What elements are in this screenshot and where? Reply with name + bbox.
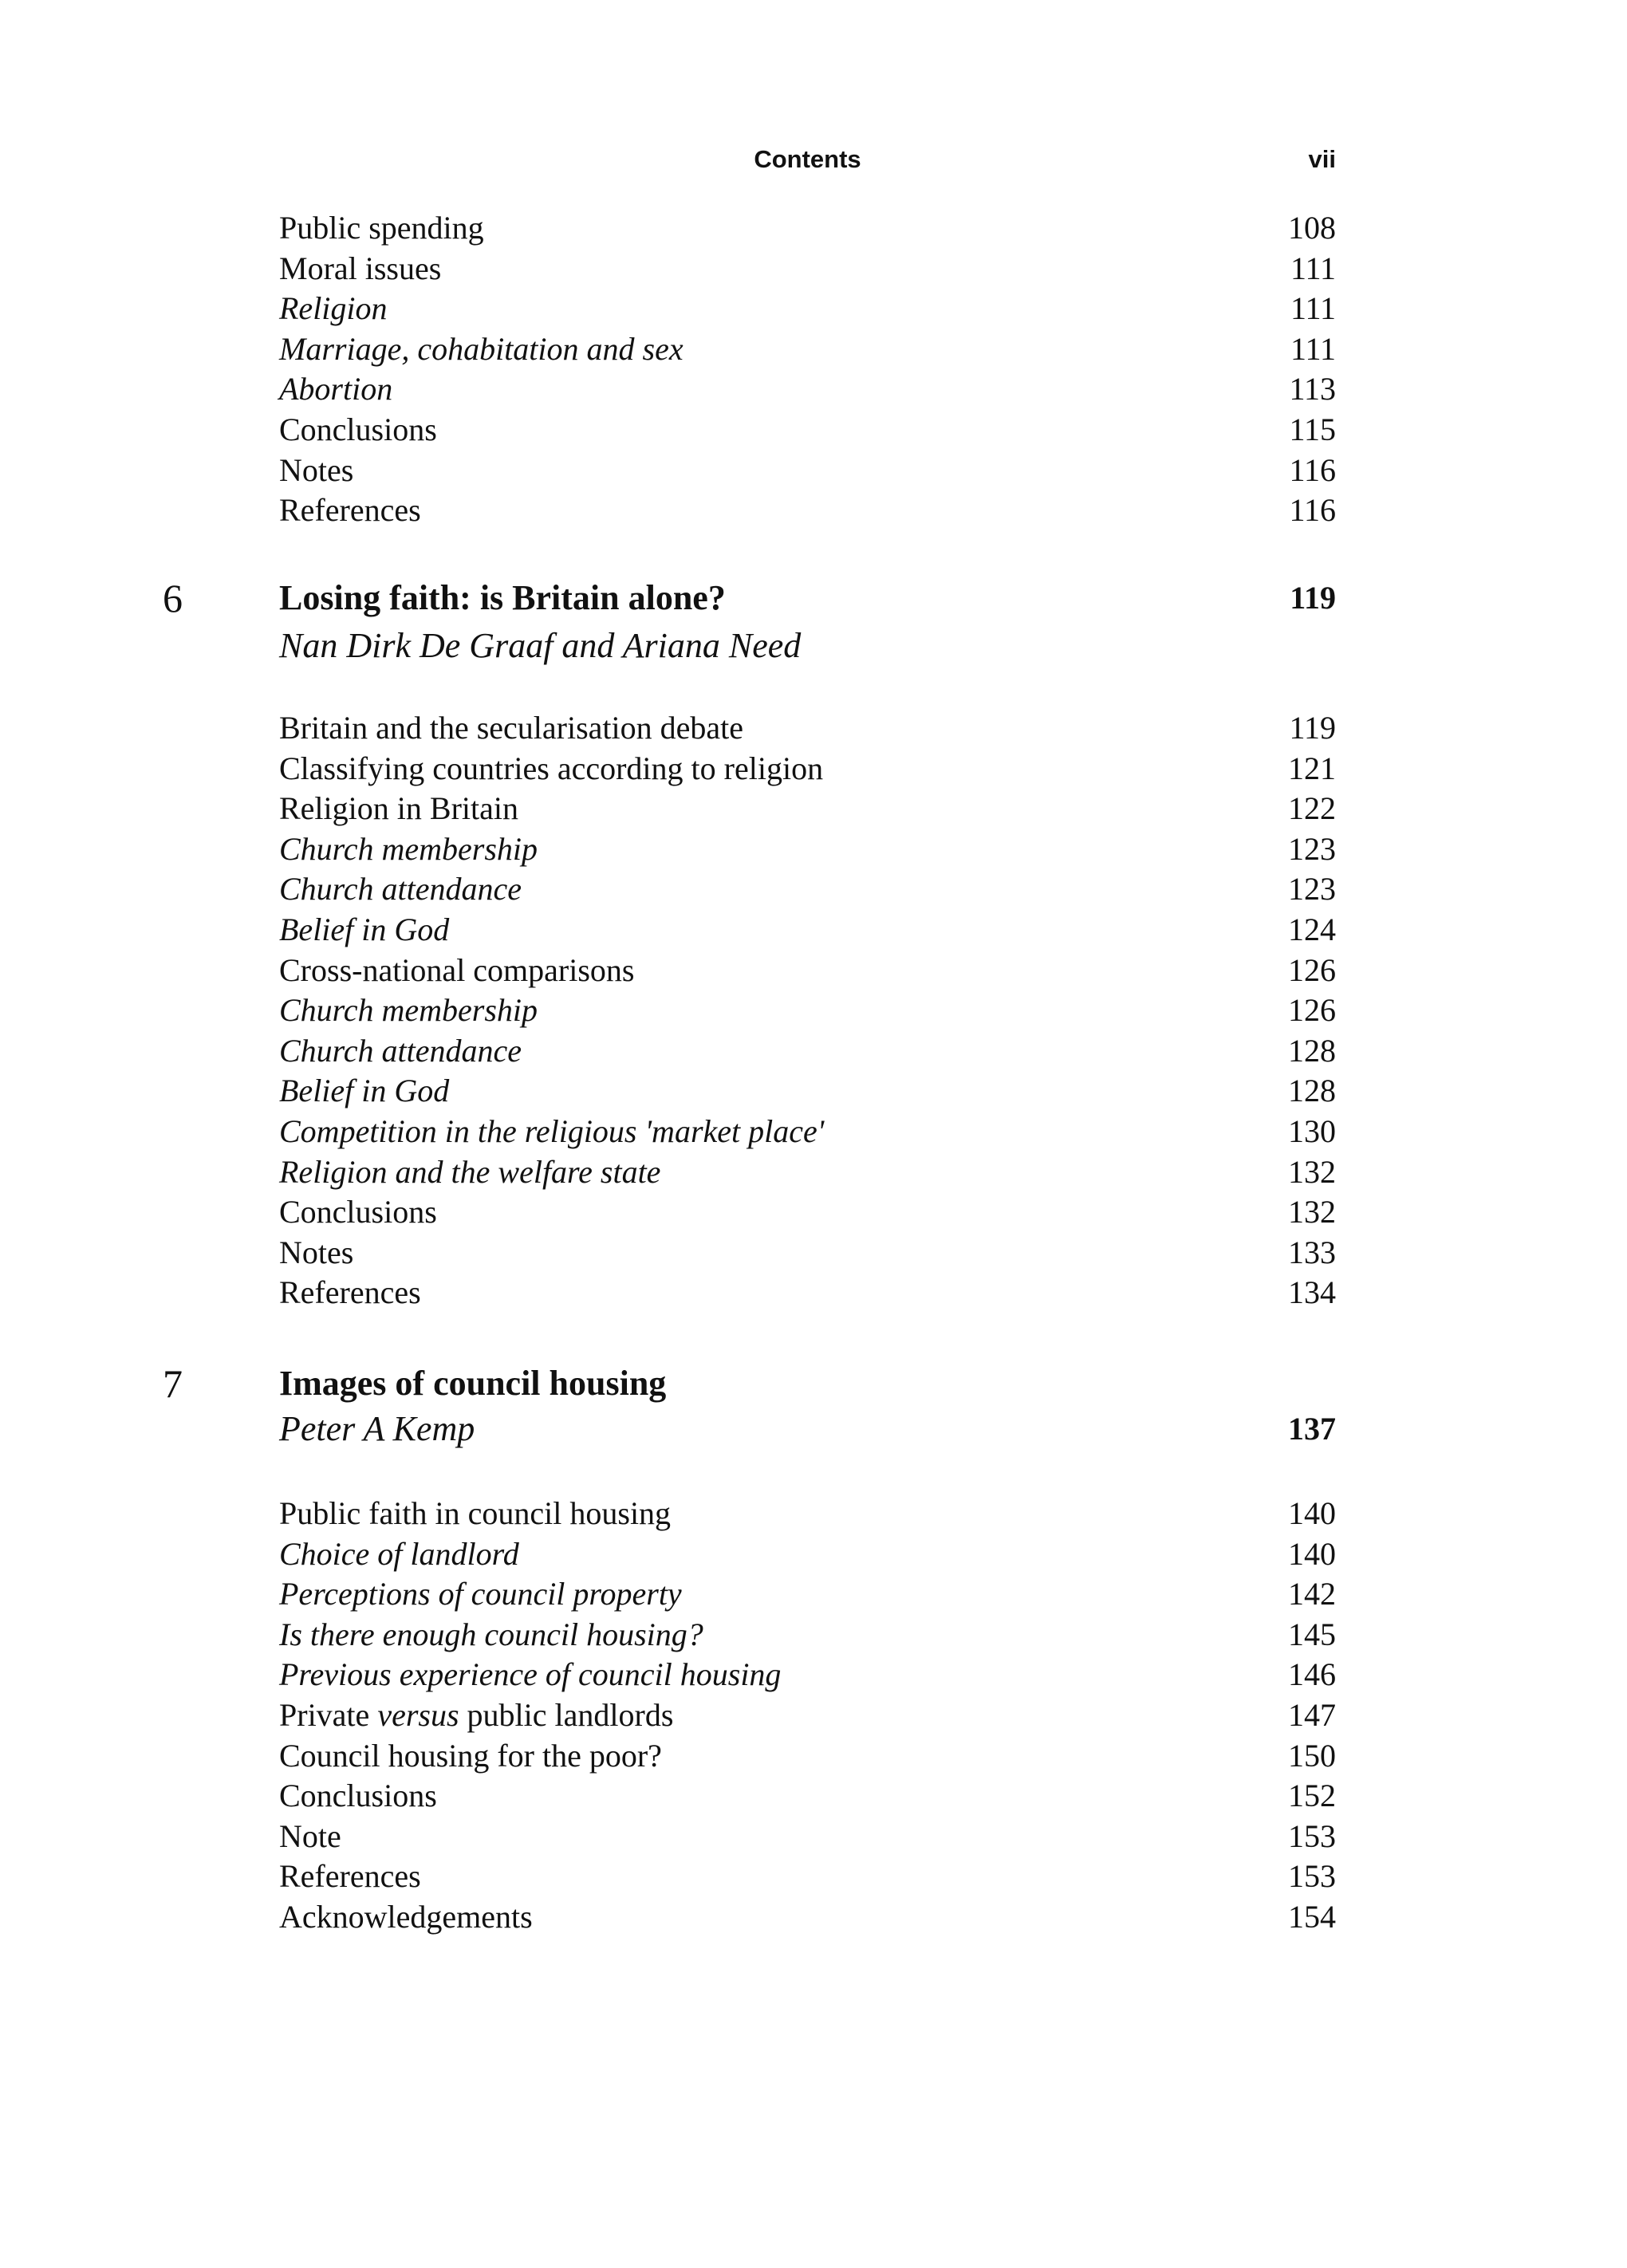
toc-entry-page: 150 — [1288, 1737, 1336, 1774]
toc-entry-title: Church attendance — [279, 1032, 522, 1069]
toc-entry-title: Church membership — [279, 992, 538, 1029]
toc-entry-title: Competition in the religious 'market place' — [279, 1112, 825, 1149]
toc-entry-page: 119 — [1289, 710, 1336, 746]
toc-entry-page: 128 — [1288, 1073, 1336, 1109]
toc-entry[interactable] — [279, 1112, 1336, 1152]
toc-entry-title: Church attendance — [279, 871, 522, 908]
toc-entry-title: Notes — [279, 1234, 354, 1270]
toc-entry-title: Marriage, cohabitation and sex — [279, 330, 683, 367]
toc-entry[interactable] — [279, 1192, 1336, 1233]
toc-entry-page: 108 — [1288, 210, 1336, 246]
toc-entry[interactable] — [279, 1655, 1336, 1695]
toc-entry[interactable] — [279, 1736, 1336, 1777]
toc-entry[interactable] — [279, 910, 1336, 951]
toc-entry[interactable] — [279, 789, 1336, 829]
toc-entry[interactable] — [279, 1071, 1336, 1112]
toc-entry[interactable] — [279, 1031, 1336, 1072]
toc-entry-page: 123 — [1288, 830, 1336, 867]
toc-entry-page: 132 — [1288, 1153, 1336, 1190]
toc-entry-title: Belief in God — [279, 1073, 450, 1109]
toc-entry-page: 123 — [1288, 871, 1336, 908]
toc-entry[interactable] — [279, 1817, 1336, 1857]
toc-entry-page: 146 — [1288, 1656, 1336, 1693]
chapter-number: 6 — [163, 576, 183, 620]
toc-entry-page: 142 — [1288, 1576, 1336, 1612]
toc-entry[interactable] — [279, 749, 1336, 789]
toc-entry-page: 111 — [1290, 330, 1336, 367]
toc-entry-title: Council housing for the poor? — [279, 1737, 662, 1774]
toc-entry[interactable] — [279, 289, 1336, 329]
toc-entry[interactable] — [279, 1615, 1336, 1656]
toc-entry-page: 122 — [1288, 790, 1336, 827]
toc-entry[interactable] — [279, 1233, 1336, 1274]
toc-entry-page: 124 — [1288, 911, 1336, 947]
toc-entry-title: Notes — [279, 451, 354, 488]
toc-entry-title: References — [279, 1858, 421, 1895]
toc-entry-page: 152 — [1288, 1778, 1336, 1814]
toc-entry[interactable] — [279, 1534, 1336, 1575]
running-head — [279, 145, 1336, 185]
running-head-title: Contents — [754, 145, 861, 173]
toc-entry-page: 145 — [1288, 1616, 1336, 1652]
toc-entry-page: 134 — [1288, 1274, 1336, 1311]
toc-entry[interactable] — [279, 1897, 1336, 1938]
chapter-6-sections — [279, 708, 1336, 1313]
toc-entry-page: 140 — [1288, 1495, 1336, 1531]
toc-entry-page: 116 — [1289, 492, 1336, 529]
toc-entry-page: 133 — [1288, 1234, 1336, 1270]
toc-list-continued — [279, 208, 1336, 531]
toc-entry-page: 147 — [1288, 1696, 1336, 1733]
toc-entry-title: Cross-national comparisons — [279, 951, 635, 988]
toc-entry-title: Previous experience of council housing — [279, 1656, 782, 1693]
toc-entry[interactable] — [279, 490, 1336, 531]
toc-entry-title: Choice of landlord — [279, 1535, 519, 1572]
toc-entry-title: Conclusions — [279, 1194, 437, 1230]
chapter-title[interactable]: Losing faith: is Britain alone? — [279, 578, 726, 617]
toc-entry-page: 153 — [1288, 1817, 1336, 1854]
toc-entry-title: Belief in God — [279, 911, 450, 947]
toc-entry-title: Britain and the secularisation debate — [279, 710, 744, 746]
toc-entry-page: 153 — [1288, 1858, 1336, 1895]
toc-entry-title: Conclusions — [279, 411, 437, 447]
chapter-number: 7 — [163, 1361, 183, 1406]
toc-entry-page: 132 — [1288, 1194, 1336, 1230]
toc-entry-title: References — [279, 492, 421, 529]
toc-entry[interactable] — [279, 1695, 1336, 1736]
toc-entry-page: 121 — [1288, 750, 1336, 786]
chapter-page[interactable]: 119 — [1290, 580, 1336, 616]
toc-entry[interactable] — [279, 249, 1336, 289]
chapter-7-sections — [279, 1494, 1336, 1938]
toc-entry[interactable] — [279, 208, 1336, 249]
toc-entry-title: Perceptions of council property — [279, 1576, 682, 1612]
toc-entry-page: 126 — [1288, 992, 1336, 1029]
toc-entry-page: 154 — [1288, 1898, 1336, 1935]
toc-entry[interactable] — [279, 869, 1336, 910]
toc-entry-title: Religion — [279, 290, 388, 327]
toc-entry-title: Abortion — [279, 371, 393, 408]
toc-entry[interactable] — [279, 410, 1336, 451]
toc-entry[interactable] — [279, 829, 1336, 870]
toc-entry-page: 126 — [1288, 951, 1336, 988]
toc-entry-title: Conclusions — [279, 1778, 437, 1814]
toc-entry-title: Private versus public landlords — [279, 1696, 674, 1733]
toc-entry-title: Moral issues — [279, 250, 442, 286]
chapter-page[interactable]: 137 — [1288, 1411, 1336, 1447]
toc-entry-page: 140 — [1288, 1535, 1336, 1572]
toc-entry-title: Classifying countries according to religion — [279, 750, 824, 786]
toc-entry-title: Acknowledgements — [279, 1898, 533, 1935]
toc-entry-title: Church membership — [279, 830, 538, 867]
toc-entry[interactable] — [279, 1857, 1336, 1897]
toc-entry-title: References — [279, 1274, 421, 1311]
toc-entry-page: 111 — [1290, 250, 1336, 286]
toc-entry-page: 113 — [1289, 371, 1336, 408]
toc-entry-page: 115 — [1289, 411, 1336, 447]
toc-entry-title: Religion in Britain — [279, 790, 518, 827]
chapter-author: Nan Dirk De Graaf and Ariana Need — [279, 626, 802, 665]
chapter-title[interactable]: Images of council housing — [279, 1364, 667, 1403]
chapter-author: Peter A Kemp — [279, 1409, 475, 1448]
toc-entry-title: Note — [279, 1817, 341, 1854]
toc-entry[interactable] — [279, 708, 1336, 749]
toc-entry-page: 116 — [1289, 451, 1336, 488]
toc-entry-title: Is there enough council housing? — [279, 1616, 703, 1652]
toc-entry-page: 111 — [1290, 290, 1336, 327]
toc-entry-title: Religion and the welfare state — [279, 1153, 661, 1190]
toc-entry[interactable] — [279, 329, 1336, 370]
toc-entry-page: 130 — [1288, 1112, 1336, 1149]
toc-entry[interactable] — [279, 990, 1336, 1031]
toc-entry[interactable] — [279, 951, 1336, 991]
toc-entry[interactable] — [279, 1574, 1336, 1615]
toc-entry[interactable] — [279, 451, 1336, 491]
toc-entry[interactable] — [279, 1273, 1336, 1313]
toc-entry-title: Public spending — [279, 210, 484, 246]
running-head-page-number: vii — [1308, 145, 1336, 173]
toc-entry[interactable] — [279, 369, 1336, 410]
toc-entry[interactable] — [279, 1494, 1336, 1534]
toc-entry[interactable] — [279, 1776, 1336, 1817]
toc-entry[interactable] — [279, 1152, 1336, 1193]
toc-entry-page: 128 — [1288, 1032, 1336, 1069]
toc-entry-title: Public faith in council housing — [279, 1495, 672, 1531]
